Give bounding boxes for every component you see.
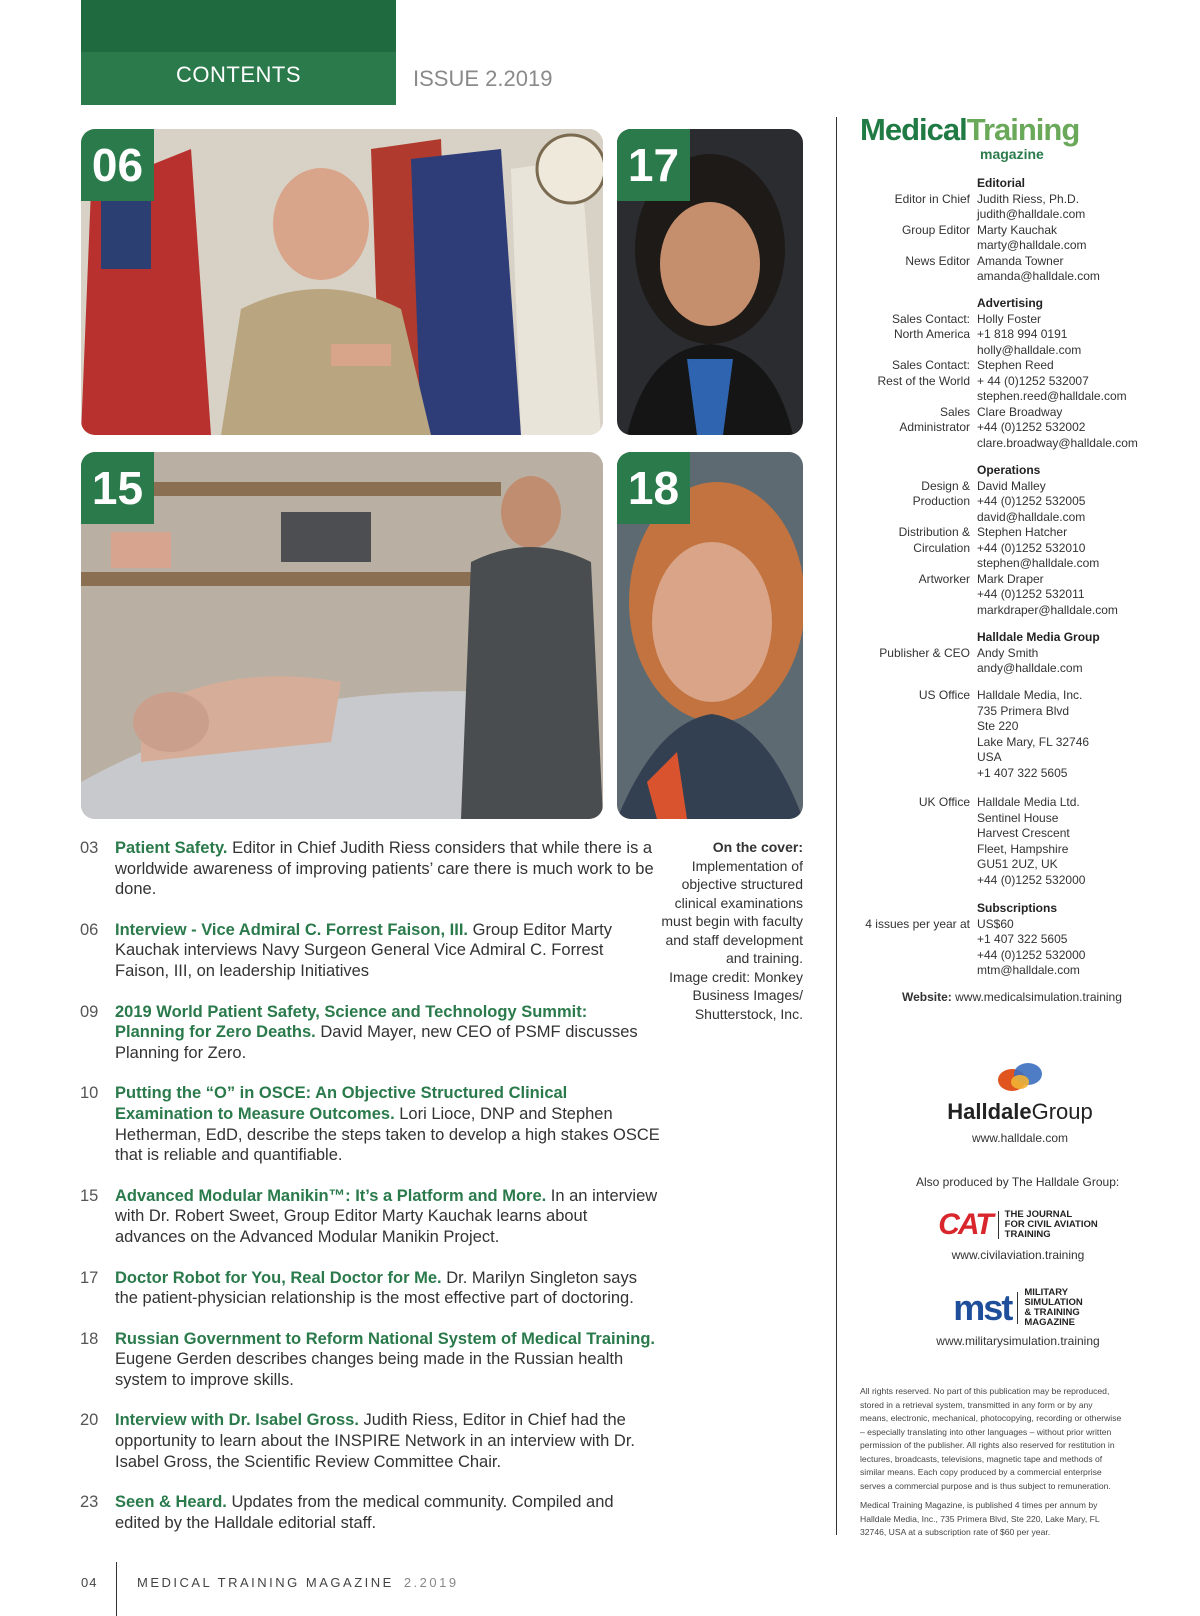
toc-title[interactable]: Advanced Modular Manikin™: It’s a Platform and More. xyxy=(115,1186,547,1205)
column-divider xyxy=(836,117,837,1535)
cover-label: On the cover: xyxy=(712,839,803,855)
halldale-name-bold: Halldale xyxy=(947,1099,1032,1124)
masthead-label xyxy=(840,826,977,842)
masthead-editorial xyxy=(840,176,1170,285)
masthead-advertising xyxy=(840,296,1170,451)
masthead-value: US$60 xyxy=(977,916,1014,931)
website-label: Website: xyxy=(902,990,952,1004)
cat-url[interactable]: www.civilaviation.training xyxy=(951,1248,1085,1262)
masthead-label: US Office xyxy=(918,688,970,702)
masthead-value: Andy Smith xyxy=(977,645,1039,660)
issue-label: ISSUE 2.2019 xyxy=(413,66,553,91)
halldale-group-logo xyxy=(930,1058,1110,1145)
masthead-heading: Editorial xyxy=(977,176,1026,190)
photo-admiral[interactable] xyxy=(81,129,603,435)
toc-title[interactable]: Doctor Robot for You, Real Doctor for Me. xyxy=(115,1268,442,1287)
masthead-email[interactable]: david@halldale.com xyxy=(977,509,1086,524)
masthead-value: 735 Primera Blvd xyxy=(977,703,1070,718)
masthead-heading: Operations xyxy=(977,463,1041,477)
masthead-value: + 44 (0)1252 532007 xyxy=(977,373,1089,388)
masthead-subscriptions xyxy=(840,901,1170,979)
masthead-label: Rest of the World xyxy=(877,373,970,388)
halldale-swirl-icon xyxy=(990,1058,1050,1094)
table-of-contents xyxy=(80,838,660,1533)
masthead-label xyxy=(840,389,977,405)
masthead-operations xyxy=(840,463,1170,618)
masthead-value: GU51 2UZ, UK xyxy=(977,857,1058,871)
masthead-email[interactable]: stephen.reed@halldale.com xyxy=(977,389,1127,403)
masthead-email[interactable]: marty@halldale.com xyxy=(977,238,1087,252)
masthead-label xyxy=(840,948,977,964)
mst-logo: mst xyxy=(953,1287,1012,1328)
masthead-uk-office xyxy=(840,795,1170,888)
masthead-label xyxy=(840,661,977,677)
masthead-label xyxy=(840,269,977,285)
masthead-label: Editor in Chief xyxy=(894,191,970,206)
masthead-label: North America xyxy=(893,327,970,341)
also-produced-label: Also produced by The Halldale Group: xyxy=(916,1175,1120,1189)
photo-page-number: 06 xyxy=(81,129,154,201)
footer-issue: 2.2019 xyxy=(403,1575,459,1590)
masthead-value: Harvest Crescent xyxy=(977,826,1070,840)
mst-tagline: MAGAZINE xyxy=(1024,1317,1075,1328)
mst-tagline: & TRAINING xyxy=(1024,1307,1080,1318)
cat-tagline: FOR CIVIL AVIATION xyxy=(1004,1219,1098,1230)
masthead-email[interactable]: markdraper@halldale.com xyxy=(977,602,1118,617)
masthead-label xyxy=(840,873,977,889)
masthead-label: Design & xyxy=(921,478,970,493)
cat-tagline: THE JOURNAL xyxy=(1004,1209,1073,1220)
masthead-label xyxy=(840,735,977,751)
masthead-label xyxy=(840,750,977,766)
masthead-value: +1 407 322 5605 xyxy=(977,765,1068,780)
masthead-label: Distribution & xyxy=(898,525,970,539)
toc-page-number: 18 xyxy=(80,1329,99,1348)
publication-info: Medical Training Magazine, is published 4 times per annum by Halldale Media, Inc., 735 Primera Blvd, Ste 220, Lake Mary, FL 32746, USA at a subscription rate of $60 per year. xyxy=(860,1500,1100,1537)
website-line xyxy=(902,990,1122,1004)
logo-word-medical: Medical xyxy=(860,112,967,147)
toc-summary: David Mayer, new CEO of PSMF discusses Planning for Zero. xyxy=(115,1023,638,1062)
masthead-label xyxy=(840,963,977,979)
masthead-value: Amanda Towner xyxy=(977,253,1064,268)
cover-text: Implementation of objective structured clinical examinations must begin with faculty and staff development and training. xyxy=(661,857,803,966)
logo-word-training: Training xyxy=(966,112,1080,147)
page-number: 04 xyxy=(81,1575,98,1590)
masthead-heading: Subscriptions xyxy=(977,901,1058,915)
masthead-label: Publisher & CEO xyxy=(879,645,970,660)
masthead-email[interactable]: mtm@halldale.com xyxy=(977,963,1080,977)
masthead-label xyxy=(840,842,977,858)
masthead-value: Judith Riess, Ph.D. xyxy=(977,191,1080,206)
toc-page-number: 23 xyxy=(80,1493,99,1512)
mst-brand xyxy=(918,1288,1118,1348)
toc-page-number: 20 xyxy=(80,1411,99,1430)
masthead-value: Mark Draper xyxy=(977,571,1044,586)
masthead-label xyxy=(840,603,977,619)
masthead-label xyxy=(840,238,977,254)
masthead-value: Clare Broadway xyxy=(977,404,1063,419)
masthead-label xyxy=(840,811,977,827)
masthead-label xyxy=(840,436,977,452)
masthead-value: Halldale Media Ltd. xyxy=(977,795,1080,809)
masthead-value: +44 (0)1252 532000 xyxy=(977,872,1086,887)
copyright-text: All rights reserved. No part of this publication may be reproduced, stored in a retrieval system, transmitted in any form or by any means, electronic, mechanical, photocopying, recording or otherwise – especially translating into other languages – without prior written permission of the publisher. All rights also reserved for restitution in lectures, broadcasts, televisions, magnetic tape and methods of similar means. Each copy produced by a commercial enterprise serves a commercial purpose and is thus subject to remuneration. xyxy=(860,1386,1122,1491)
masthead-label xyxy=(840,556,977,572)
masthead-us-office xyxy=(840,688,1170,781)
masthead-value: Stephen Reed xyxy=(977,358,1054,372)
toc-item[interactable] xyxy=(80,1002,660,1064)
header-band xyxy=(81,0,396,105)
masthead-email[interactable]: holly@halldale.com xyxy=(977,342,1082,357)
footer-divider xyxy=(116,1562,117,1616)
toc-item[interactable] xyxy=(80,1083,660,1165)
toc-page-number: 15 xyxy=(80,1186,99,1205)
masthead-value: Holly Foster xyxy=(977,311,1042,326)
toc-page-number: 06 xyxy=(80,920,99,939)
masthead-value: Lake Mary, FL 32746 xyxy=(977,734,1090,749)
cat-tagline: TRAINING xyxy=(1004,1229,1051,1240)
masthead-email[interactable]: clare.broadway@halldale.com xyxy=(977,435,1138,450)
toc-title[interactable]: Interview - Vice Admiral C. Forrest Faison, III. xyxy=(115,920,469,939)
masthead-value: +44 (0)1252 532005 xyxy=(977,494,1086,508)
toc-summary: Dr. Marilyn Singleton says the patient-physician relationship is the most effective part of doctoring. xyxy=(115,1268,637,1308)
masthead-value: Fleet, Hampshire xyxy=(977,841,1069,856)
masthead-value: +44 (0)1252 532011 xyxy=(977,587,1085,601)
masthead-value: +1 407 322 5605 xyxy=(977,932,1068,946)
toc-item[interactable] xyxy=(80,1186,660,1248)
masthead-heading: Advertising xyxy=(977,296,1044,310)
toc-item[interactable] xyxy=(80,920,660,982)
halldale-url[interactable]: www.halldale.com xyxy=(971,1131,1069,1145)
masthead-label xyxy=(840,587,977,603)
toc-item[interactable] xyxy=(80,1268,660,1309)
toc-item[interactable] xyxy=(80,1492,660,1533)
toc-title[interactable]: Interview with Dr. Isabel Gross. xyxy=(115,1411,359,1430)
masthead-value: Halldale Media, Inc. xyxy=(977,688,1083,702)
legal-notice xyxy=(860,1385,1122,1546)
masthead-label xyxy=(840,510,977,526)
masthead-email[interactable]: judith@halldale.com xyxy=(977,207,1086,221)
toc-summary: In an interview with Dr. Robert Sweet, Group Editor Marty Kauchak learns about advances on the Advanced Modular Manikin Project. xyxy=(115,1186,658,1246)
toc-summary: Group Editor Marty Kauchak interviews Navy Surgeon General Vice Admiral C. Forrest Faison, III, on leadership Initiatives xyxy=(115,920,612,980)
masthead-value: +44 (0)1252 532002 xyxy=(977,420,1086,434)
masthead-value: +44 (0)1252 532010 xyxy=(977,540,1086,555)
masthead-label xyxy=(840,207,977,223)
photo-page-number: 15 xyxy=(81,452,154,524)
masthead-label: News Editor xyxy=(905,253,970,268)
toc-item[interactable] xyxy=(80,838,660,900)
toc-item[interactable] xyxy=(80,1410,660,1472)
masthead-label xyxy=(840,719,977,735)
toc-page-number: 17 xyxy=(80,1268,99,1287)
magazine-logo xyxy=(860,112,1140,162)
toc-summary: Lori Lioce, DNP and Stephen Hetherman, EdD, describe the steps taken to develop a high stakes OSCE that is reliable and quantifiable. xyxy=(115,1104,660,1165)
masthead-value: David Malley xyxy=(977,478,1046,493)
cat-brand xyxy=(918,1208,1118,1262)
logo-word-magazine: magazine xyxy=(980,146,1044,162)
masthead-label xyxy=(840,857,977,873)
photo-page-number: 17 xyxy=(617,129,690,201)
masthead-label: Artworker xyxy=(918,571,970,586)
toc-page-number: 03 xyxy=(80,839,99,857)
masthead-value: Stephen Hatcher xyxy=(977,525,1068,539)
footer-magazine-name: MEDICAL TRAINING MAGAZINE xyxy=(137,1575,394,1590)
masthead-value: Sentinel House xyxy=(977,810,1059,825)
photo-woman-18[interactable] xyxy=(617,452,803,819)
masthead-label xyxy=(840,766,977,782)
toc-page-number: 09 xyxy=(80,1002,99,1021)
cover-caption xyxy=(660,838,803,1023)
halldale-name-light: Group xyxy=(1031,1099,1093,1124)
toc-summary: Editor in Chief Judith Riess considers that while there is a worldwide awareness of improving patients’ care there is much work to be done. xyxy=(115,839,654,899)
masthead-label: Group Editor xyxy=(901,222,970,237)
masthead-value: Ste 220 xyxy=(977,719,1019,733)
toc-item[interactable] xyxy=(80,1329,660,1391)
toc-summary: Eugene Gerden describes changes being made in the Russian health system to improve skills. xyxy=(115,1350,624,1389)
photo-manikin-lab[interactable] xyxy=(81,452,603,819)
masthead-label: Sales Contact: xyxy=(891,358,970,372)
masthead-label: 4 issues per year at xyxy=(865,916,970,931)
footer-title xyxy=(137,1575,459,1590)
masthead-value: USA xyxy=(977,750,1002,764)
toc-summary: Updates from the medical community. Compiled and edited by the Halldale editorial staff. xyxy=(115,1493,614,1532)
masthead-label xyxy=(840,932,977,948)
masthead-value: +1 818 994 0191 xyxy=(977,327,1068,341)
masthead-label: Circulation xyxy=(913,540,970,555)
toc-title[interactable]: Putting the “O” in OSCE: An Objective Structured Clinical Examination to Measure Outcomes. xyxy=(115,1084,568,1123)
toc-title[interactable]: Seen & Heard. xyxy=(115,1493,227,1512)
masthead-email[interactable]: amanda@halldale.com xyxy=(977,269,1100,283)
masthead-heading: Halldale Media Group xyxy=(977,630,1100,644)
cat-logo: CAT xyxy=(938,1208,992,1241)
masthead-value: +44 (0)1252 532000 xyxy=(977,947,1086,962)
masthead-email[interactable]: andy@halldale.com xyxy=(977,661,1083,675)
toc-title[interactable]: Russian Government to Reform National System of Medical Training. xyxy=(115,1329,656,1348)
toc-title[interactable]: 2019 World Patient Safety, Science and Technology Summit: Planning for Zero Deaths. xyxy=(115,1002,588,1042)
mst-url[interactable]: www.militarysimulation.training xyxy=(936,1334,1100,1348)
masthead-label: Sales xyxy=(939,404,970,419)
masthead-label: Administrator xyxy=(899,420,970,434)
mst-tagline: SIMULATION xyxy=(1024,1297,1083,1308)
cover-credit: Image credit: Monkey Business Images/ Shutterstock, Inc. xyxy=(669,968,803,1022)
toc-title[interactable]: Patient Safety. xyxy=(115,839,228,857)
toc-summary: Judith Riess, Editor in Chief had the opportunity to learn about the INSPIRE Network in an interview with Dr. Isabel Gross, the Scientific Review Committee Chair. xyxy=(115,1411,635,1471)
masthead-label xyxy=(840,704,977,720)
mst-tagline: MILITARY xyxy=(1024,1287,1069,1298)
masthead-email[interactable]: stephen@halldale.com xyxy=(977,556,1100,570)
masthead-label: Production xyxy=(912,494,970,508)
section-title: CONTENTS xyxy=(176,62,301,87)
website-link[interactable]: www.medicalsimulation.training xyxy=(955,990,1122,1004)
toc-page-number: 10 xyxy=(80,1084,99,1103)
masthead-label xyxy=(840,343,977,359)
photo-page-number: 18 xyxy=(617,452,690,524)
photo-woman-17[interactable] xyxy=(617,129,803,435)
masthead-label: UK Office xyxy=(918,795,970,809)
masthead-group xyxy=(840,630,1170,677)
masthead-label: Sales Contact: xyxy=(891,311,970,326)
masthead-value: Marty Kauchak xyxy=(977,222,1058,237)
